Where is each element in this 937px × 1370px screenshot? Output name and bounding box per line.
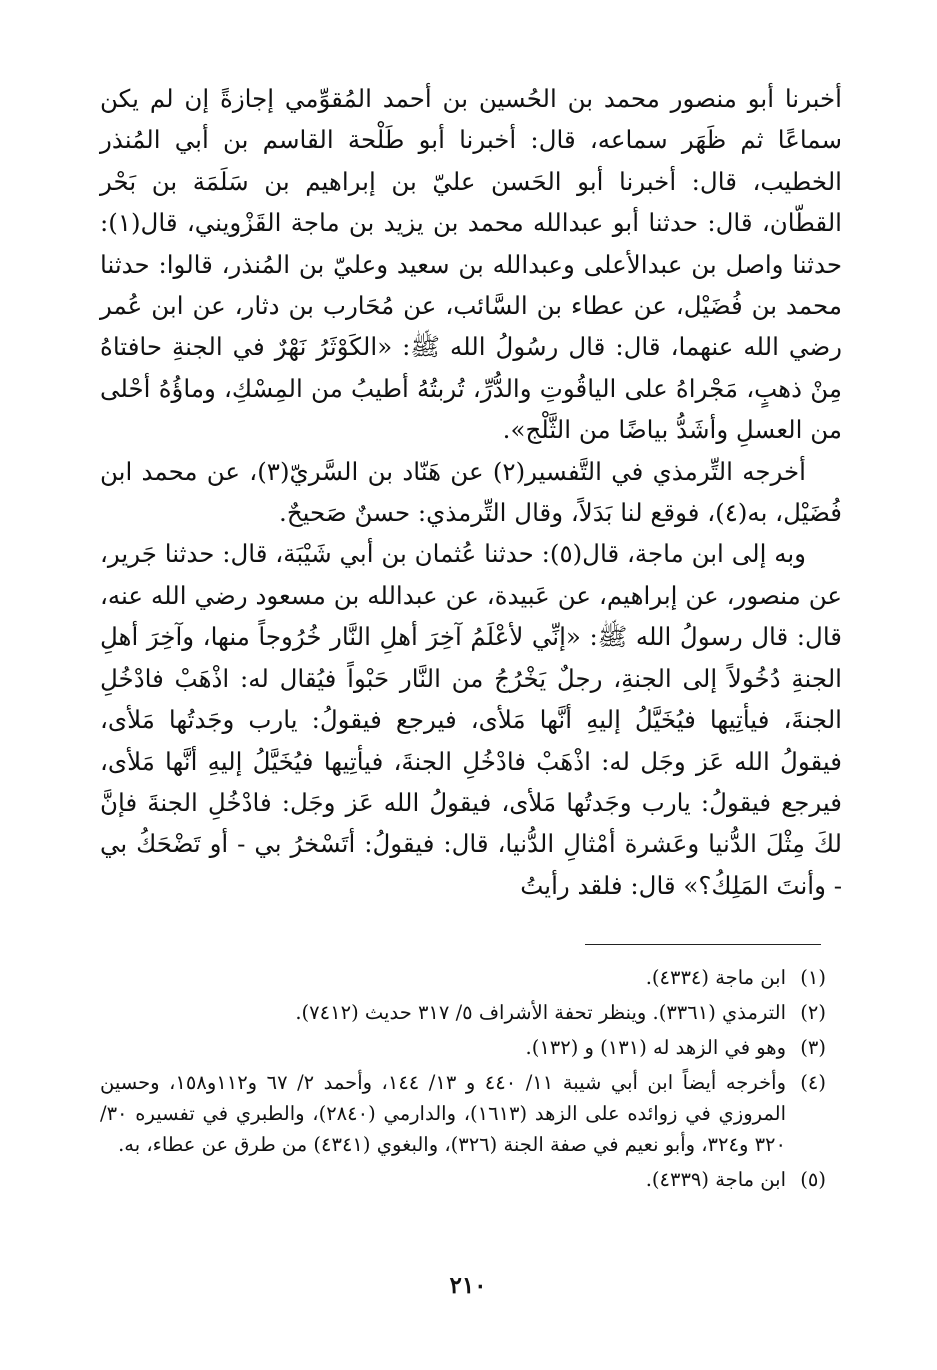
- footnote-text: وأخرجه أيضاً ابن أبي شيبة ١١/ ٤٤٠ و ١٣/ ١٤٤، وأحمد ٢/ ٦٧ و١١٢و١٥٨، وحسين المروزي في زوائده على الزهد (١٦١٣)، والدارمي (٢٨٤٠)، والطبري في تفسيره ٣٠/ ٣٢٠ و٣٢٤، وأبو نعيم في صفة الجنة (٣٢٦)، والبغوي (٤٣٤١) من طرق عن عطاء، به.: [100, 1071, 786, 1156]
- footnote-text: الترمذي (٣٣٦١). وينظر تحفة الأشراف ٥/ ٣١٧ حديث (٧٤١٢).: [295, 1001, 786, 1024]
- footnote-number: (٥): [800, 1168, 826, 1191]
- paragraph-hadith-kawthar: أخبرنا أبو منصور محمد بن الحُسين بن أحمد المُقوِّمي إجازةً إن لم يكن سماعًا ثم ظَهَر سماعه، قال: أخبرنا أبو طَلْحة القاسم بن أبي المُنذر الخطيب، قال: أخبرنا أبو الحَسن عليّ بن إبراهيم بن سَلَمَة بن بَحْر القطّان، قال: حدثنا أبو عبدالله محمد بن يزيد بن ماجة القَزْويني، قال(١): حدثنا واصل بن عبدالأعلى وعبدالله بن سعيد وعليّ بن المُنذر، قالوا: حدثنا محمد بن فُضَيْل، عن عطاء بن السَّائب، عن مُحَارب بن دثار، عن ابن عُمر رضي الله عنهما، قال: قال رسُولُ الله ﷺ: «الكَوْثَرُ نَهْرٌ في الجنةِ حافتاهُ مِنْ ذهبٍ، مَجْراهُ على الياقُوتِ والدُّرِّ، تُربتُهُ أطيبُ من المِسْكِ، وماؤُهُ أحْلى من العسلِ وأشَدُّ بياضًا من الثَّلْج».: [100, 84, 842, 445]
- footnote-text: وهو في الزهد له (١٣١) و (١٣٢).: [525, 1036, 786, 1059]
- footnote-3: [100, 1032, 826, 1063]
- footnote-number: (٢): [800, 1001, 826, 1024]
- footnote-1: [100, 962, 826, 993]
- paragraph-hadith-last-entrant: وبه إلى ابن ماجة، قال(٥): حدثنا عُثمان بن أبي شَيْبَة، قال: حدثنا جَرير، عن منصور، عن إبراهيم، عن عَبيدة، عن عبدالله بن مسعود رضي الله عنه، قال: قال رسولُ الله ﷺ: «إنِّي لأعْلَمُ آخِرَ أهلِ النَّار خُرُوجاً منها، وآخِرَ أهلِ الجنةِ دُخُولاً إلى الجنةِ، رجلٌ يَخْرُجُ من النَّار حَبْواً فيُقال له: اذْهَبْ فادْخُلِ الجنةَ، فيأتِيها فيُخَيَّلُ إليهِ أنَّها مَلأى، فيرجع فيقولُ: يارب وجَدتُها مَلأى، فيقولُ الله عَز وجَل له: اذْهَبْ فادْخُلِ الجنةَ، فيأتِيها فيُخَيَّلُ إليهِ أنَّها مَلأى، فيرجع فيقولُ: يارب وجَدتُها مَلأى، فيقولُ الله عَز وجَل: فادْخُلِ الجنةَ فإنَّ لكَ مِثْلَ الدُّنيا وعَشرة أمْثالِ الدُّنيا، قال: فيقولُ: أتَسْخرُ بي - أو تَضْحَكُ بي - وأنتَ المَلِكُ؟» قال: فلقد رأيتُ: [100, 539, 842, 900]
- footnote-text: ابن ماجة (٤٣٣٩).: [645, 1168, 786, 1191]
- page-number: ٢١٠: [449, 1272, 487, 1299]
- footnote-text: ابن ماجة (٤٣٣٤).: [645, 966, 786, 989]
- footnotes: [100, 962, 826, 1199]
- paragraph-tirmidhi-note: أخرجه التِّرمذي في التَّفسير(٢) عن هَنّاد بن السَّريّ(٣)، عن محمد ابن فُضَيْل، به(٤)، فوقع لنا بَدَلاً، وقال التِّرمذي: حسنٌ صَحيحٌ.: [100, 456, 842, 528]
- footnote-5: [100, 1164, 826, 1195]
- footnote-4: [100, 1067, 826, 1160]
- footnote-2: [100, 997, 826, 1028]
- footnote-number: (١): [800, 966, 826, 989]
- footnote-number: (٤): [800, 1071, 826, 1094]
- footnote-number: (٣): [800, 1036, 826, 1059]
- footnote-separator: [585, 944, 821, 945]
- main-text: [100, 78, 842, 906]
